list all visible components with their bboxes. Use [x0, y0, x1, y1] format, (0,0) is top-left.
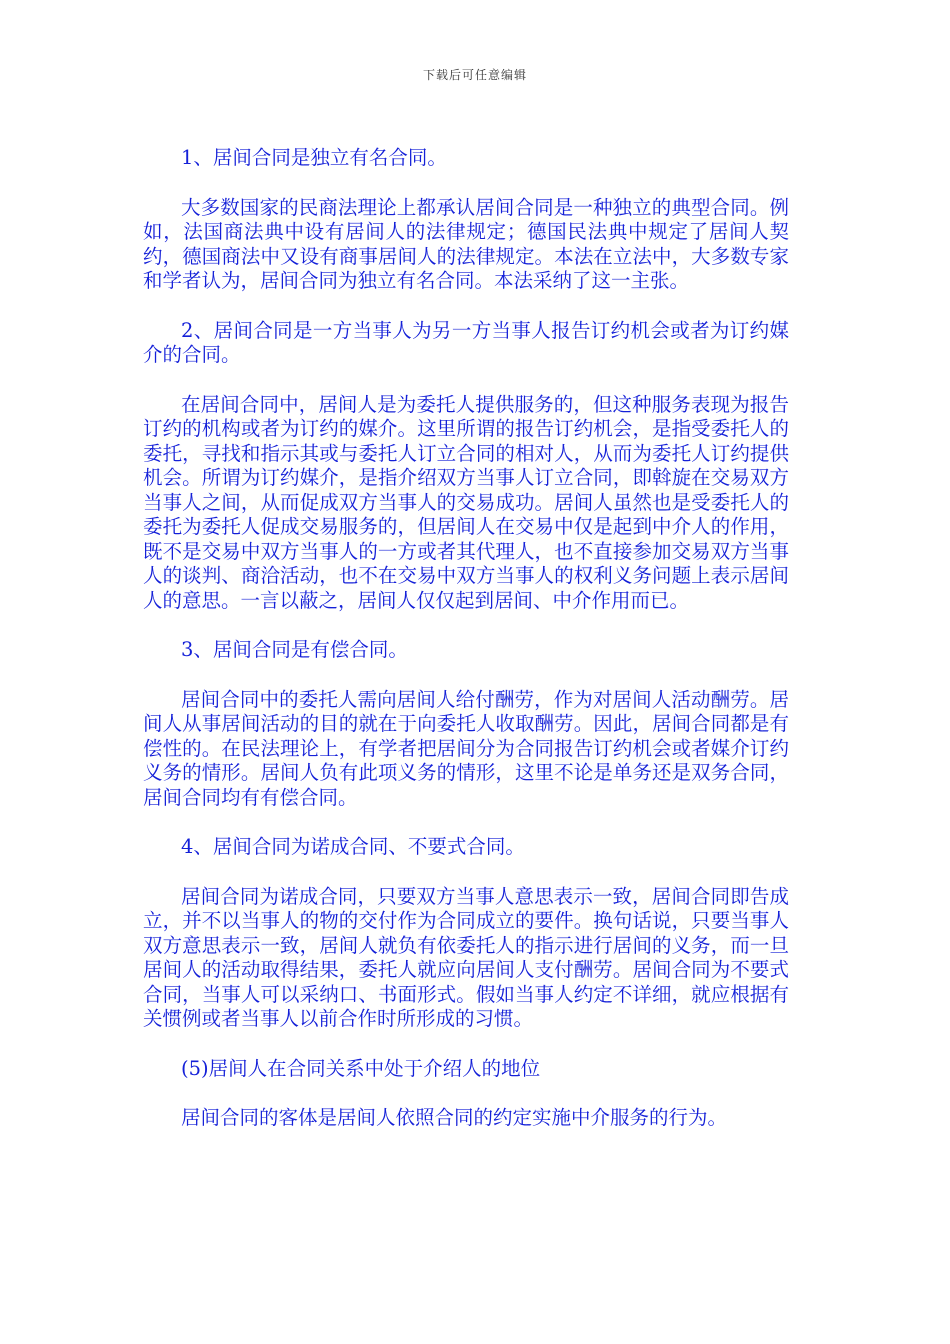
- document-body: [143, 146, 789, 1156]
- body-paragraph-4: 居间合同为诺成合同，只要双方当事人意思表示一致，居间合同即告成立，并不以当事人的物的交付作为合同成立的要件。换句话说，只要当事人双方意思表示一致，居间人就负有依委托人的指示进行居间的义务，而一旦居间人的活动取得结果，委托人就应向居间人支付酬劳。居间合同为不要式合同，当事人可以采纳口、书面形式。假如当事人约定不详细，就应根据有关惯例或者当事人以前合作时所形成的习惯。: [143, 884, 789, 1030]
- body-paragraph-2: 在居间合同中，居间人是为委托人提供服务的，但这种服务表现为报告订约的机构或者为订约的媒介。这里所谓的报告订约机会，是指受委托人的委托，寻找和指示其或与委托人订立合同的相对人，从而为委托人订约提供机会。所谓为订约媒介，是指介绍双方当事人订立合同，即斡旋在交易双方当事人之间，从而促成双方当事人的交易成功。居间人虽然也是受委托人的委托为委托人促成交易服务的，但居间人在交易中仅是起到中介人的作用，既不是交易中双方当事人的一方或者其代理人，也不直接参加交易双方当事人的谈判、商洽活动，也不在交易中双方当事人的权利义务问题上表示居间人的意思。一言以蔽之，居间人仅仅起到居间、中介作用而已。: [143, 392, 789, 612]
- section-heading-3: 3、居间合同是有偿合同。: [181, 638, 408, 661]
- section-heading-2: 2、居间合同是一方当事人为另一方当事人报告订约机会或者为订约媒介的合同。: [143, 318, 789, 366]
- section-heading-5: (5)居间人在合同关系中处于介绍人的地位: [181, 1056, 541, 1080]
- section-heading-4: 4、居间合同为诺成合同、不要式合同。: [181, 835, 525, 858]
- body-paragraph-3: 居间合同中的委托人需向居间人给付酬劳，作为对居间人活动酬劳。居间人从事居间活动的目的就在于向委托人收取酬劳。因此，居间合同都是有偿性的。在民法理论上，有学者把居间分为合同报告订约机会或者媒介订约义务的情形。居间人负有此项义务的情形，这里不论是单务还是双务合同，居间合同均有有偿合同。: [143, 687, 789, 809]
- body-paragraph-5: 居间合同的客体是居间人依照合同的约定实施中介服务的行为。: [181, 1106, 728, 1129]
- section-heading-1: 1、居间合同是独立有名合同。: [181, 146, 447, 169]
- body-paragraph-1: 大多数国家的民商法理论上都承认居间合同是一种独立的典型合同。例如，法国商法典中设有居间人的法律规定；德国民法典中规定了居间人契约，德国商法中又设有商事居间人的法律规定。本法在立法中，大多数专家和学者认为，居间合同为独立有名合同。本法采纳了这一主张。: [143, 195, 789, 292]
- page-header-note: 下载后可任意编辑: [422, 68, 527, 82]
